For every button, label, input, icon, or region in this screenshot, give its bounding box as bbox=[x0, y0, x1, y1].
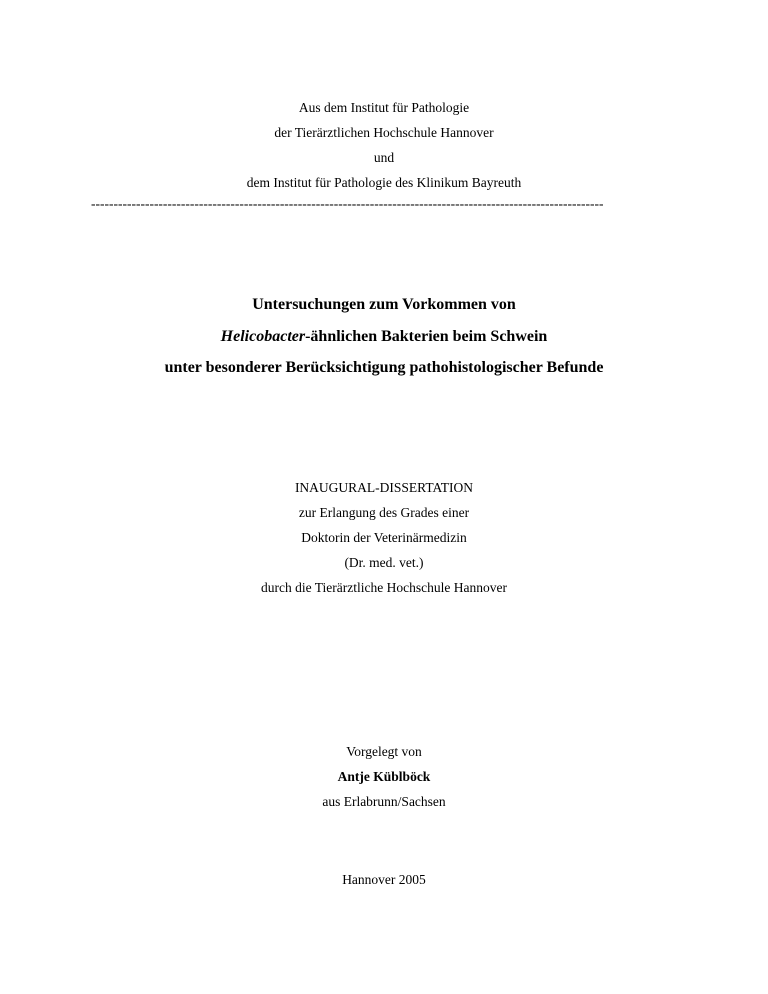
dissertation-degree: (Dr. med. vet.) bbox=[344, 555, 424, 570]
author-name: Antje Küblböck bbox=[337, 769, 431, 784]
thesis-title-line-1: Untersuchungen zum Vorkommen von bbox=[252, 296, 516, 313]
dissertation-heading: INAUGURAL-DISSERTATION bbox=[294, 480, 474, 495]
dissertation-line-2: zur Erlangung des Grades einer bbox=[298, 505, 470, 520]
thesis-title-line-3: unter besonderer Berücksichtigung pathohistologischer Befunde bbox=[164, 359, 604, 376]
thesis-title-line-2 bbox=[0, 327, 768, 347]
thesis-title-italic-term: Helicobacter bbox=[220, 328, 306, 345]
thesis-title-line-2-rest: -ähnlichen Bakterien beim Schwein bbox=[305, 328, 548, 345]
institute-line-3: und bbox=[373, 150, 395, 165]
place-year: Hannover 2005 bbox=[342, 872, 426, 887]
presented-by: Vorgelegt von bbox=[346, 744, 422, 759]
institute-line-1: Aus dem Institut für Pathologie bbox=[298, 100, 470, 115]
dissertation-line-3: Doktorin der Veterinärmedizin bbox=[301, 530, 467, 545]
dissertation-line-5: durch die Tierärztliche Hochschule Hannover bbox=[261, 580, 507, 595]
author-origin: aus Erlabrunn/Sachsen bbox=[322, 794, 446, 809]
dashed-divider: ------------------------------------------------------------------------------------------------------------------ bbox=[91, 196, 604, 211]
institute-line-4: dem Institut für Pathologie des Klinikum Bayreuth bbox=[246, 175, 522, 190]
institute-line-2: der Tierärztlichen Hochschule Hannover bbox=[274, 125, 494, 140]
